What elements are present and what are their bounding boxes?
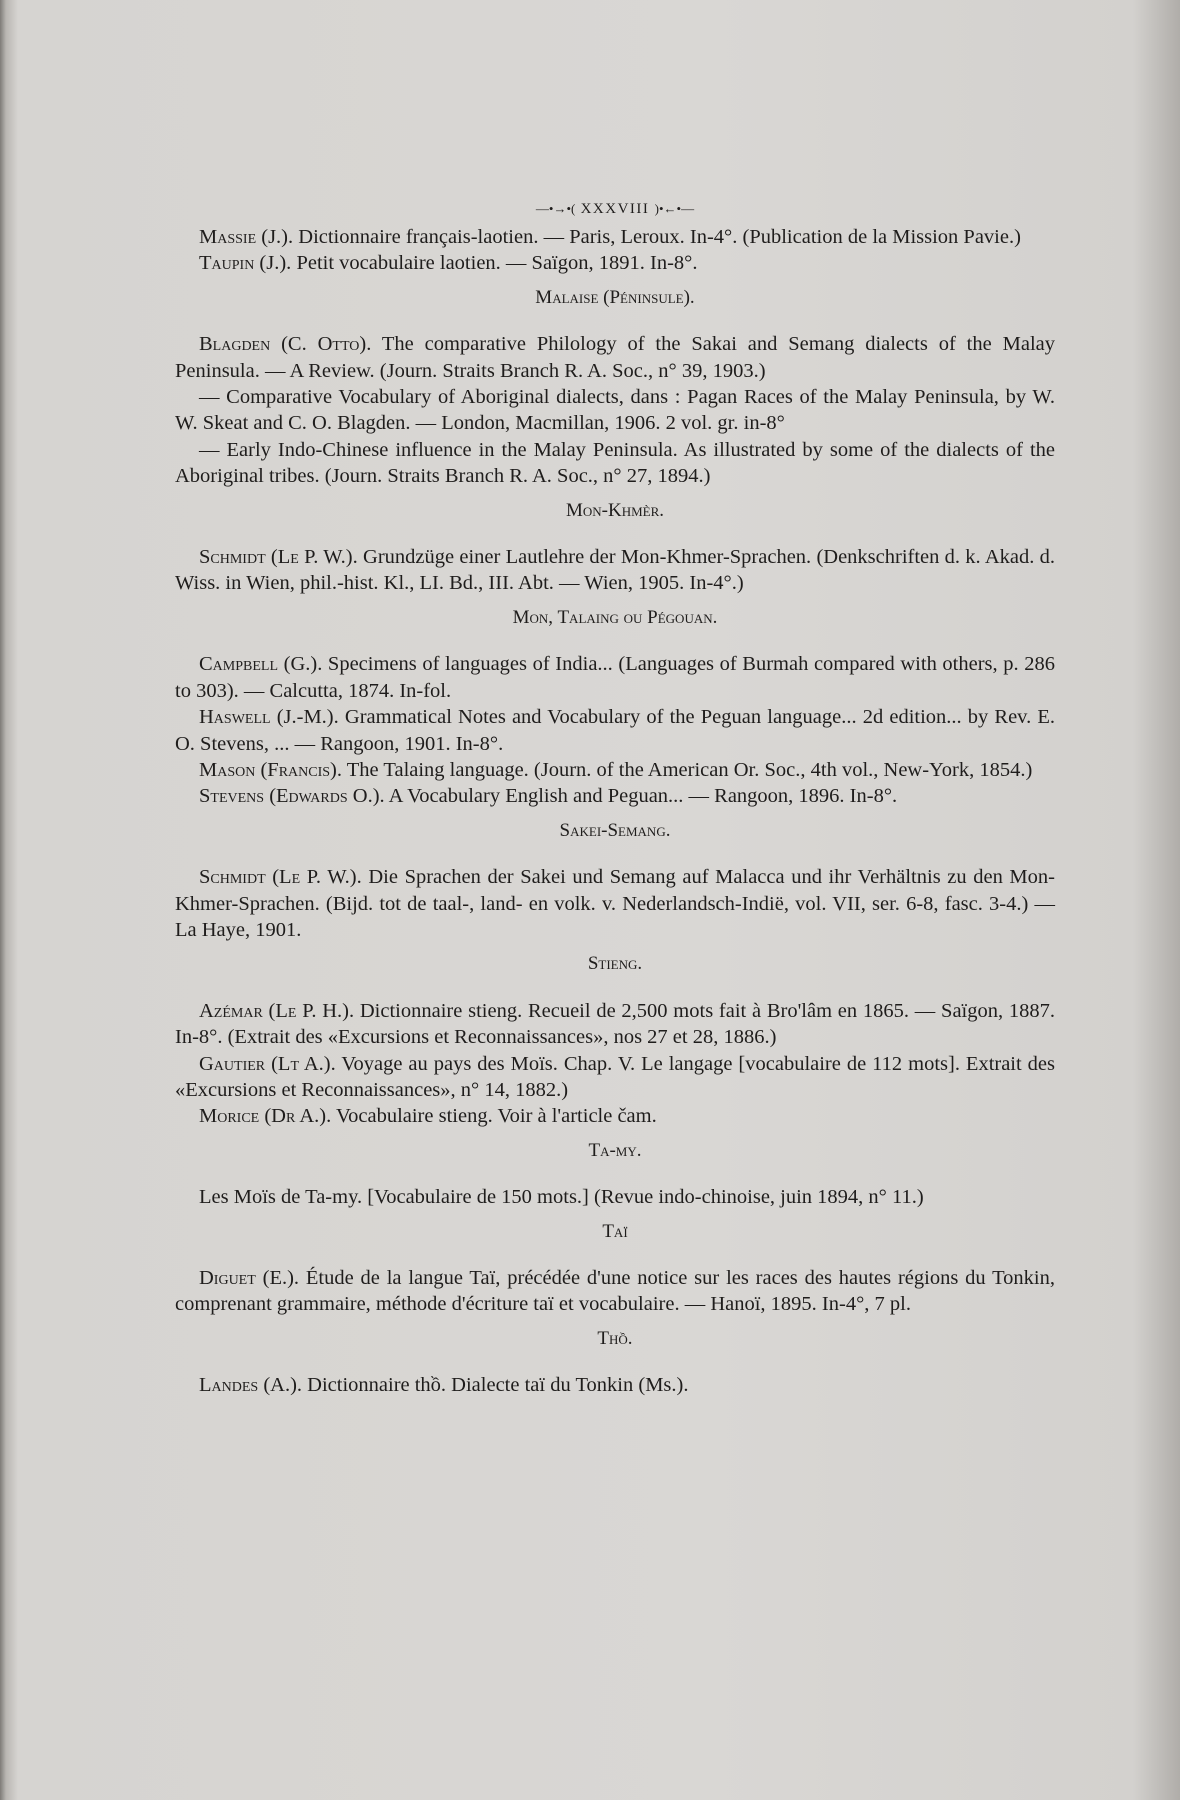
bibliography-entry [175, 783, 1055, 809]
entry-author: Schmidt (Le P. W.). [199, 546, 358, 569]
entry-text: — Comparative Vocabulary of Aboriginal dialects, dans : Pagan Races of the Malay Peninsula, by W. W. Skeat and C. O. Blagden. — London, Macmillan, 1906. 2 vol. gr. in-8° [175, 386, 1055, 435]
bibliography-entry [175, 544, 1055, 597]
document-page [175, 196, 1055, 1399]
section-heading: Stieng. [587, 953, 643, 975]
entry-author: Morice (Dr A.). [199, 1105, 332, 1128]
bibliography-entry [175, 998, 1055, 1051]
bibliography-entry [175, 1051, 1055, 1104]
entry-text: Vocabulaire stieng. Voir à l'article čam. [331, 1105, 657, 1128]
entry-text: Dictionnaire français-laotien. — Paris, Leroux. In-4°. (Publication de la Mission Pavie.) [293, 226, 1021, 248]
entry-text: Dictionnaire stieng. Recueil de 2,500 mots fait à Bro'lâm en 1865. — Saïgon, 1887. In-8°. (Extrait des «Excursions et Reconnaissances», nos 27 et 28, 1886.) [175, 999, 1056, 1049]
entry-text: Specimens of languages of India... (Languages of Burmah compared with others, p. 286 to 303). — Calcutta, 1874. In-fol. [175, 653, 1055, 702]
entry-author: Campbell (G.). [199, 653, 323, 676]
entry-text: — Early Indo-Chinese influence in the Malay Peninsula. As illustrated by some of the dialects of the Aboriginal tribes. (Journ. Straits Branch R. A. Soc., n° 27, 1894.) [175, 438, 1055, 488]
bibliography-entry [175, 331, 1055, 384]
page-number: XXXVIII [580, 201, 650, 217]
section-heading: Taï [602, 1220, 628, 1242]
entry-author: Stevens (Edwards O.). [199, 785, 385, 808]
entry-author: Gautier (Lt A.). [199, 1052, 336, 1075]
entry-text: Étude de la langue Taï, précédée d'une notice sur les races des hautes régions du Tonkin, comprenant grammaire, méthode d'écriture taï et vocabulaire. — Hanoï, 1895. In-4°, 7 pl. [175, 1267, 1055, 1316]
entry-author: Mason (Francis). [199, 758, 342, 781]
entry-author: Azémar (Le P. H.). [199, 999, 355, 1022]
entry-author: Blagden (C. Otto). [199, 333, 372, 356]
entry-text: A Vocabulary English and Peguan... — Rangoon, 1896. In-8°. [384, 785, 898, 808]
entry-author: Landes (A.). [199, 1374, 303, 1397]
section-heading: Thồ. [597, 1327, 633, 1349]
section-heading: Sakei-Semang. [559, 819, 671, 841]
entry-text: Petit vocabulaire laotien. — Saïgon, 1891. In-8°. [291, 252, 698, 275]
running-head [175, 196, 1055, 222]
section-heading: Malaise (Péninsule). [535, 286, 695, 308]
section-heading: Ta-my. [588, 1139, 642, 1161]
entry-text: Les Moïs de Ta-my. [Vocabulaire de 150 mots.] (Revue indo-chinoise, juin 1894, n° 11.) [199, 1186, 924, 1209]
bibliography-entry [175, 224, 1055, 250]
section-heading: Mon, Talaing ou Pégouan. [512, 606, 718, 628]
entry-text: The comparative Philology of the Sakai and Semang dialects of the Malay Peninsula. — A Review. (Journ. Straits Branch R. A. Soc., n° 39, 1903.) [175, 333, 1055, 382]
running-head-right-ornament: )•←•— [654, 201, 695, 216]
running-head-left-ornament: —•→•( [535, 201, 576, 216]
section-heading: Mon-Khmèr. [565, 499, 665, 521]
entry-text: The Talaing language. (Journ. of the American Or. Soc., 4th vol., New-York, 1854.) [342, 758, 1033, 781]
bibliography-entry [175, 1184, 1055, 1210]
bibliography-entry [175, 1372, 1055, 1398]
bibliography-entry [175, 864, 1055, 943]
entry-author: Schmidt (Le P. W.). [199, 866, 362, 889]
bibliography-entry [175, 437, 1055, 490]
bibliography-entry [175, 384, 1055, 437]
bibliography-entry [175, 704, 1055, 757]
entry-text: Grundzüge einer Lautlehre der Mon-Khmer-Sprachen. (Denkschriften d. k. Akad. d. Wiss. in Wien, phil.-hist. Kl., LI. Bd., III. Abt. — Wien, 1905. In-4°.) [175, 546, 1055, 595]
entry-author: Diguet (E.). [199, 1267, 300, 1289]
bibliography-entry [175, 250, 1055, 276]
bibliography-entry [175, 1265, 1055, 1318]
entry-text: Voyage au pays des Moïs. Chap. V. Le langage [vocabulaire de 112 mots]. Extrait des «Excursions et Reconnaissances», n° 14, 1882.) [175, 1052, 1056, 1101]
entry-author: Massie (J.). [199, 226, 294, 248]
bibliography-entry [175, 1103, 1055, 1129]
bibliography-entry [175, 757, 1055, 783]
entry-text: Grammatical Notes and Vocabulary of the Peguan language... 2d edition... by Rev. E. O. Stevens, ... — Rangoon, 1901. In-8°. [175, 706, 1055, 755]
bibliography-entry [175, 651, 1055, 704]
entry-text: Dictionnaire thồ. Dialecte taï du Tonkin (Ms.). [302, 1374, 689, 1397]
entry-author: Haswell (J.-M.). [199, 706, 339, 729]
entry-author: Taupin (J.). [199, 252, 292, 275]
entry-text: Die Sprachen der Sakei und Semang auf Malacca und ihr Verhältnis zu den Mon-Khmer-Sprachen. (Bijd. tot de taal-, land- en volk. v. Nederlandsch-Indië, vol. VII, ser. 6-8, fasc. 3-4.) — La Haye, 1901. [175, 866, 1055, 941]
